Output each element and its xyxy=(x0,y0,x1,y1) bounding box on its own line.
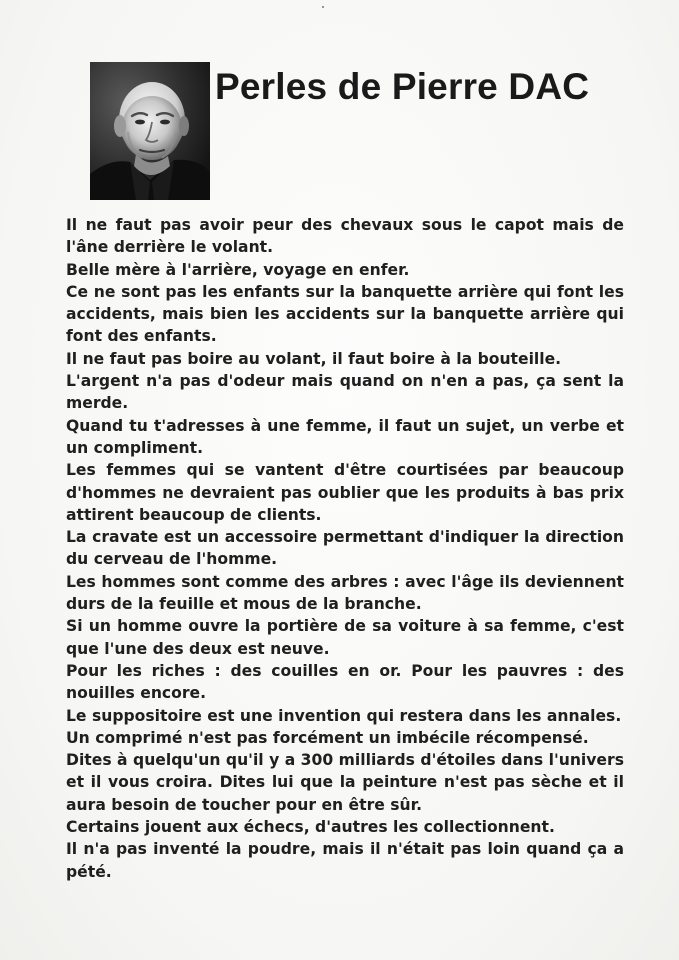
quote-item: Il n'a pas inventé la poudre, mais il n'était pas loin quand ça a pété. xyxy=(66,840,624,881)
quote-item: Il ne faut pas avoir peur des chevaux sous le capot mais de l'âne derrière le volant. xyxy=(66,216,624,257)
quote-item: Ce ne sont pas les enfants sur la banquette arrière qui font les accidents, mais bien les accidents sur la banquette arrière qui font des enfants. xyxy=(66,282,624,346)
quote-item: Belle mère à l'arrière, voyage en enfer. xyxy=(66,260,410,279)
quote-item: Dites à quelqu'un qu'il y a 300 milliards d'étoiles dans l'univers et il vous croira. Dites lui que la peinture n'est pas sèche et il aura besoin de toucher pour en être sûr. xyxy=(66,751,624,814)
quote-item: Pour les riches : des couilles en or. Pour les pauvres : des nouilles encore. xyxy=(66,661,624,703)
quote-item: Un comprimé n'est pas forcément un imbécile récompensé. xyxy=(66,728,589,747)
quote-item: La cravate est un accessoire permettant d'indiquer la direction du cerveau de l'homme. xyxy=(66,528,624,569)
quote-item: Si un homme ouvre la portière de sa voiture à sa femme, c'est que l'une des deux est neuve. xyxy=(66,617,624,658)
quote-item: Les femmes qui se vantent d'être courtisées par beaucoup d'hommes ne devraient pas oublier que les produits à bas prix attirent beaucoup de clients. xyxy=(66,461,624,524)
quote-item: Quand tu t'adresses à une femme, il faut un sujet, un verbe et un compliment. xyxy=(66,416,624,457)
scan-speck xyxy=(322,6,324,8)
quote-item: Il ne faut pas boire au volant, il faut boire à la bouteille. xyxy=(66,349,562,368)
page-title: Perles de Pierre DAC xyxy=(215,66,590,107)
quote-item: Le suppositoire est une invention qui restera dans les annales. xyxy=(66,706,622,725)
quote-item: Les hommes sont comme des arbres : avec l'âge ils deviennent durs de la feuille et mous de la branche. xyxy=(66,572,624,614)
quote-item: Certains jouent aux échecs, d'autres les collectionnent. xyxy=(66,818,555,837)
quote-list xyxy=(66,214,624,883)
portrait-photo-icon xyxy=(90,62,210,200)
quote-item: L'argent n'a pas d'odeur mais quand on n'en a pas, ça sent la merde. xyxy=(66,372,624,413)
